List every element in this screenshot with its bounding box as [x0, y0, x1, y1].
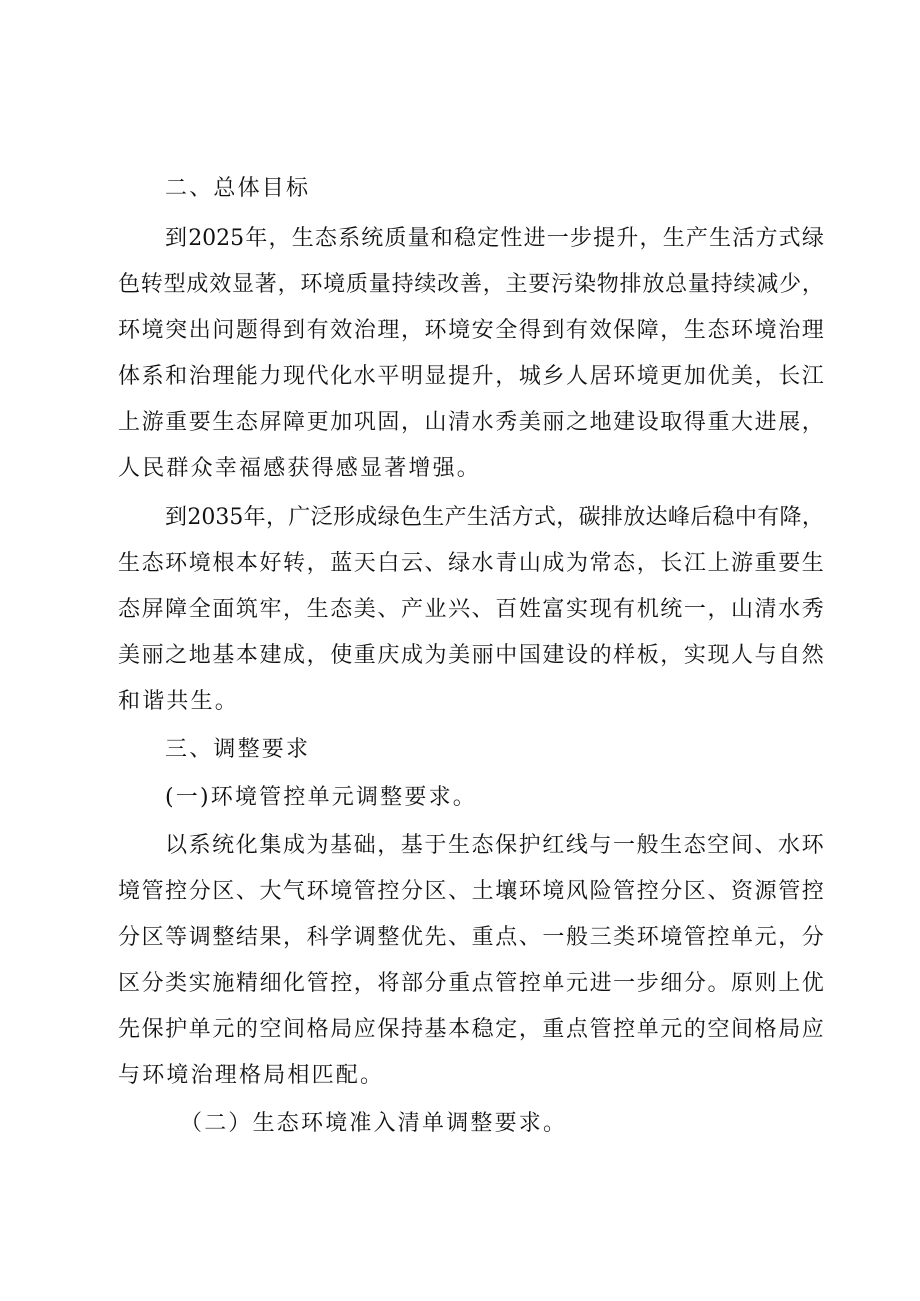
- paragraph-2035-line: 到 2035 年 ， 广 泛 形 成 绿 色 生 产 生 活 方 式 ， 碳 排 放 达 峰 后 稳 中 有 降 ，: [165, 505, 824, 530]
- section-heading-overall-goals: 二、总体目标: [165, 176, 311, 201]
- section-heading-adjustment-requirements: 三、调整要求: [165, 737, 311, 762]
- paragraph-2025-line: 色 转 型 成 效 显 著 ， 环 境 质 量 持 续 改 善 ， 主 要 污 染 物 排 放 总 量 持 续 减 少 ，: [118, 272, 824, 297]
- paragraph-control-units-line: 分 区 等 调 整 结 果 ， 科 学 调 整 优 先 、 重 点 、 一 般 三 类 环 境 管 控 单 元 ， 分: [118, 925, 824, 950]
- paragraph-control-units-line: 先 保 护 单 元 的 空 间 格 局 应 保 持 基 本 稳 定 ， 重 点 管 控 单 元 的 空 间 格 局 应: [118, 1017, 824, 1042]
- paragraph-2035-line: 美 丽 之 地 基 本 建 成 ， 使 重 庆 成 为 美 丽 中 国 建 设 的 样 板 ， 实 现 人 与 自 然: [118, 643, 824, 668]
- paragraph-2035-line: 生 态 环 境 根 本 好 转 ， 蓝 天 白 云 、 绿 水 青 山 成 为 常 态 ， 长 江 上 游 重 要 生: [118, 551, 824, 576]
- paragraph-2025-line: 人民群众幸福感获得感显著增强。: [118, 456, 482, 481]
- paragraph-2025-line: 环 境 突 出 问 题 得 到 有 效 治 理 ， 环 境 安 全 得 到 有 效 保 障 ， 生 态 环 境 治 理: [118, 318, 824, 343]
- paragraph-2025-line: 上 游 重 要 生 态 屏 障 更 加 巩 固 ， 山 清 水 秀 美 丽 之 地 建 设 取 得 重 大 进 展 ，: [118, 410, 824, 435]
- paragraph-2025-line: 到 2025 年 ， 生 态 系 统 质 量 和 稳 定 性 进 一 步 提 升 ， 生 产 生 活 方 式 绿: [165, 226, 824, 251]
- paragraph-2035-line: 态 屏 障 全 面 筑 牢 ， 生 态 美 、 产 业 兴 、 百 姓 富 实 现 有 机 统 一 ， 山 清 水 秀: [118, 597, 824, 622]
- paragraph-control-units-line: 境 管 控 分 区 、 大 气 环 境 管 控 分 区 、 土 壤 环 境 风 险 管 控 分 区 、 资 源 管 控: [118, 879, 824, 904]
- subsection-heading-control-units: (一)环境管控单元调整要求。: [165, 785, 477, 810]
- paragraph-control-units-line: 以 系 统 化 集 成 为 基 础 ， 基 于 生 态 保 护 红 线 与 一 般 生 态 空 间 、 水 环: [165, 833, 824, 858]
- paragraph-control-units-line: 区 分 类 实 施 精 细 化 管 控 ， 将 部 分 重 点 管 控 单 元 进 一 步 细 分 。 原 则 上 优: [118, 971, 824, 996]
- paragraph-control-units-line: 与环境治理格局相匹配。: [118, 1063, 385, 1088]
- subsection-heading-access-list: （二）生态环境准入清单调整要求。: [180, 1111, 568, 1136]
- paragraph-2025-line: 体 系 和 治 理 能 力 现 代 化 水 平 明 显 提 升 ， 城 乡 人 居 环 境 更 加 优 美 ， 长 江: [118, 364, 824, 389]
- paragraph-2035-line: 和谐共生。: [118, 689, 240, 714]
